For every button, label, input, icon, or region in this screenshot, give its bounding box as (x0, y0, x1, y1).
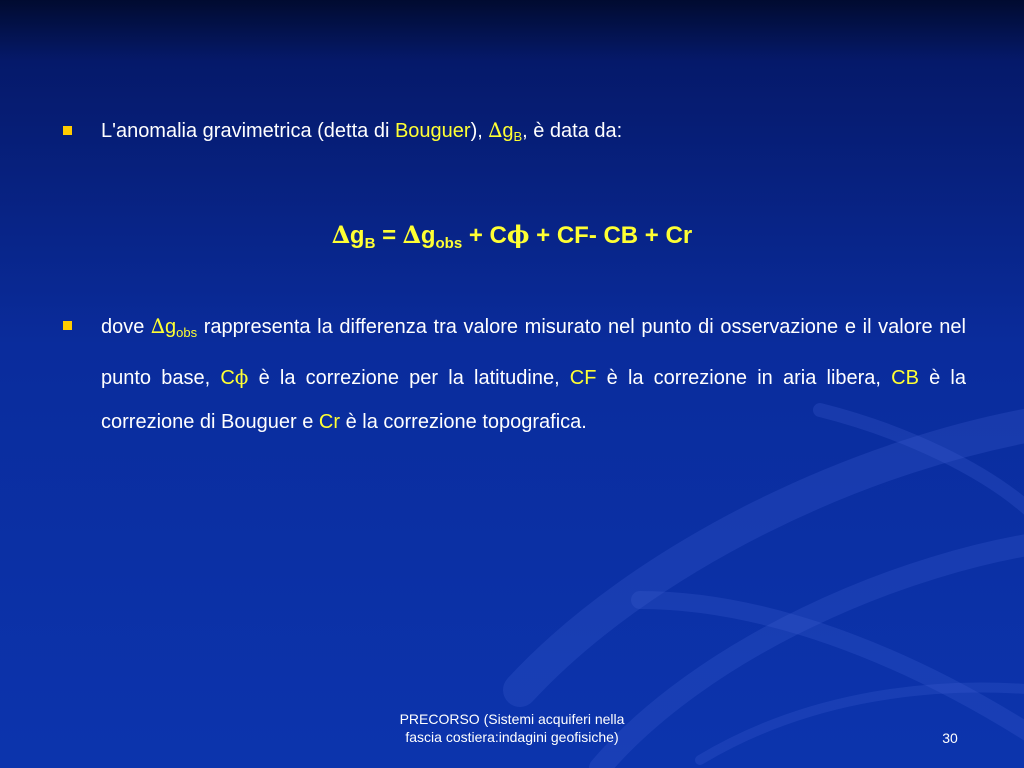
subscript-b: B (513, 129, 523, 144)
g-symbol: g (165, 316, 177, 338)
highlight-cf: CF (569, 367, 597, 389)
bullet-text (101, 304, 966, 444)
slide-number: 30 (942, 730, 958, 746)
footer-course-title (352, 710, 672, 746)
phi-symbol: ϕ (506, 220, 530, 249)
footer-line: PRECORSO (Sistemi acquiferi nella (399, 711, 625, 727)
equals-sign: = (375, 222, 403, 249)
highlight-cb: CB (891, 367, 919, 389)
delta-symbol: ∆ (151, 314, 166, 338)
subscript-obs: obs (435, 235, 463, 252)
g-symbol: g (420, 222, 436, 249)
footer-line: fascia costiera:indagini geofisiche) (405, 729, 619, 745)
phi-symbol: ϕ (234, 365, 249, 389)
bullet-square-icon (63, 321, 72, 330)
highlight-cr: Cr (318, 411, 341, 433)
highlight-c: C (220, 367, 235, 389)
bullet-text (101, 116, 966, 151)
formula-term: + C (462, 222, 507, 249)
text-segment: è la correzione di Bouguer e (101, 367, 966, 433)
bullet-item-anomaly-definition (60, 116, 966, 146)
bouguer-anomaly-formula (0, 220, 1024, 252)
g-symbol: g (349, 222, 365, 249)
text-segment: dove (101, 316, 152, 338)
text-segment: è la correzione per la latitudine, (248, 367, 570, 389)
text-segment: ), (470, 120, 489, 142)
text-segment: è la correzione in aria libera, (596, 367, 892, 389)
bullet-square-icon (63, 126, 72, 135)
text-segment: L'anomalia gravimetrica (detta di (101, 120, 395, 142)
g-symbol: g (502, 120, 514, 142)
delta-symbol: ∆ (402, 220, 421, 249)
subscript-b: B (364, 235, 376, 252)
text-segment: , è data da: (522, 120, 623, 142)
delta-symbol: ∆ (488, 118, 503, 142)
text-segment: rappresenta la differenza tra valore misurato nel punto di osservazione e il valore nel punto base, (101, 316, 967, 389)
bullet-item-terms-explanation (60, 304, 966, 434)
subscript-obs: obs (176, 325, 198, 340)
formula-terms: + CF- CB + Cr (529, 222, 693, 249)
delta-symbol: ∆ (331, 220, 350, 249)
highlight-bouguer: Bouguer (394, 120, 471, 142)
text-segment: è la correzione topografica. (340, 411, 587, 433)
